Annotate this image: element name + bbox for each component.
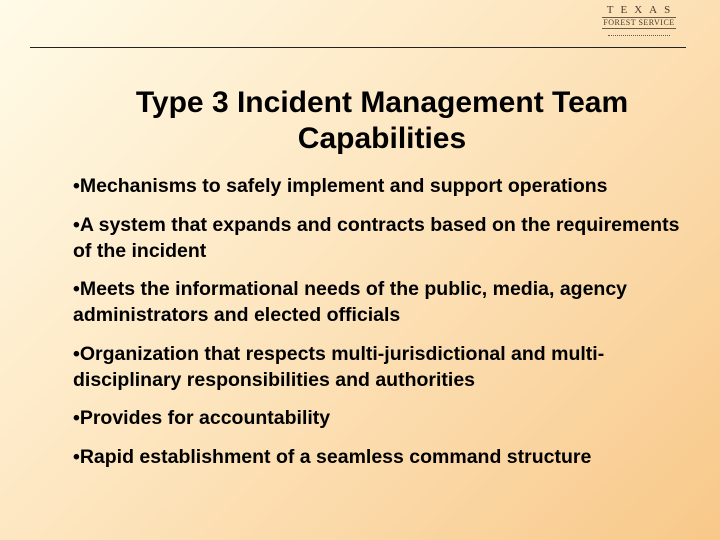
bullet-item: •Rapid establishment of a seamless command structure <box>73 445 592 468</box>
bullet-item: •A system that expands and contracts based on the requirements of the incident <box>73 213 680 262</box>
bullet-item: •Provides for accountability <box>73 407 331 429</box>
logo-tagline-line <box>608 31 670 36</box>
bullet-list <box>73 173 703 482</box>
header-divider <box>30 47 686 48</box>
slide-title-line-2: Capabilities <box>297 122 467 155</box>
slide-title <box>62 85 702 157</box>
logo-top-text: TEXAS <box>606 4 678 16</box>
bullet-item: •Organization that respects multi-jurisdictional and multi-disciplinary responsibilities and authorities <box>73 342 605 391</box>
logo-middle-text: FOREST SERVICE <box>603 18 675 27</box>
bullet-item: •Meets the informational needs of the public, media, agency administrators and elected officials <box>73 278 628 326</box>
texas-forest-service-logo <box>598 4 680 34</box>
bullet-item: •Mechanisms to safely implement and support operations <box>73 175 608 197</box>
slide-title-line-1: Type 3 Incident Management Team <box>135 86 629 119</box>
